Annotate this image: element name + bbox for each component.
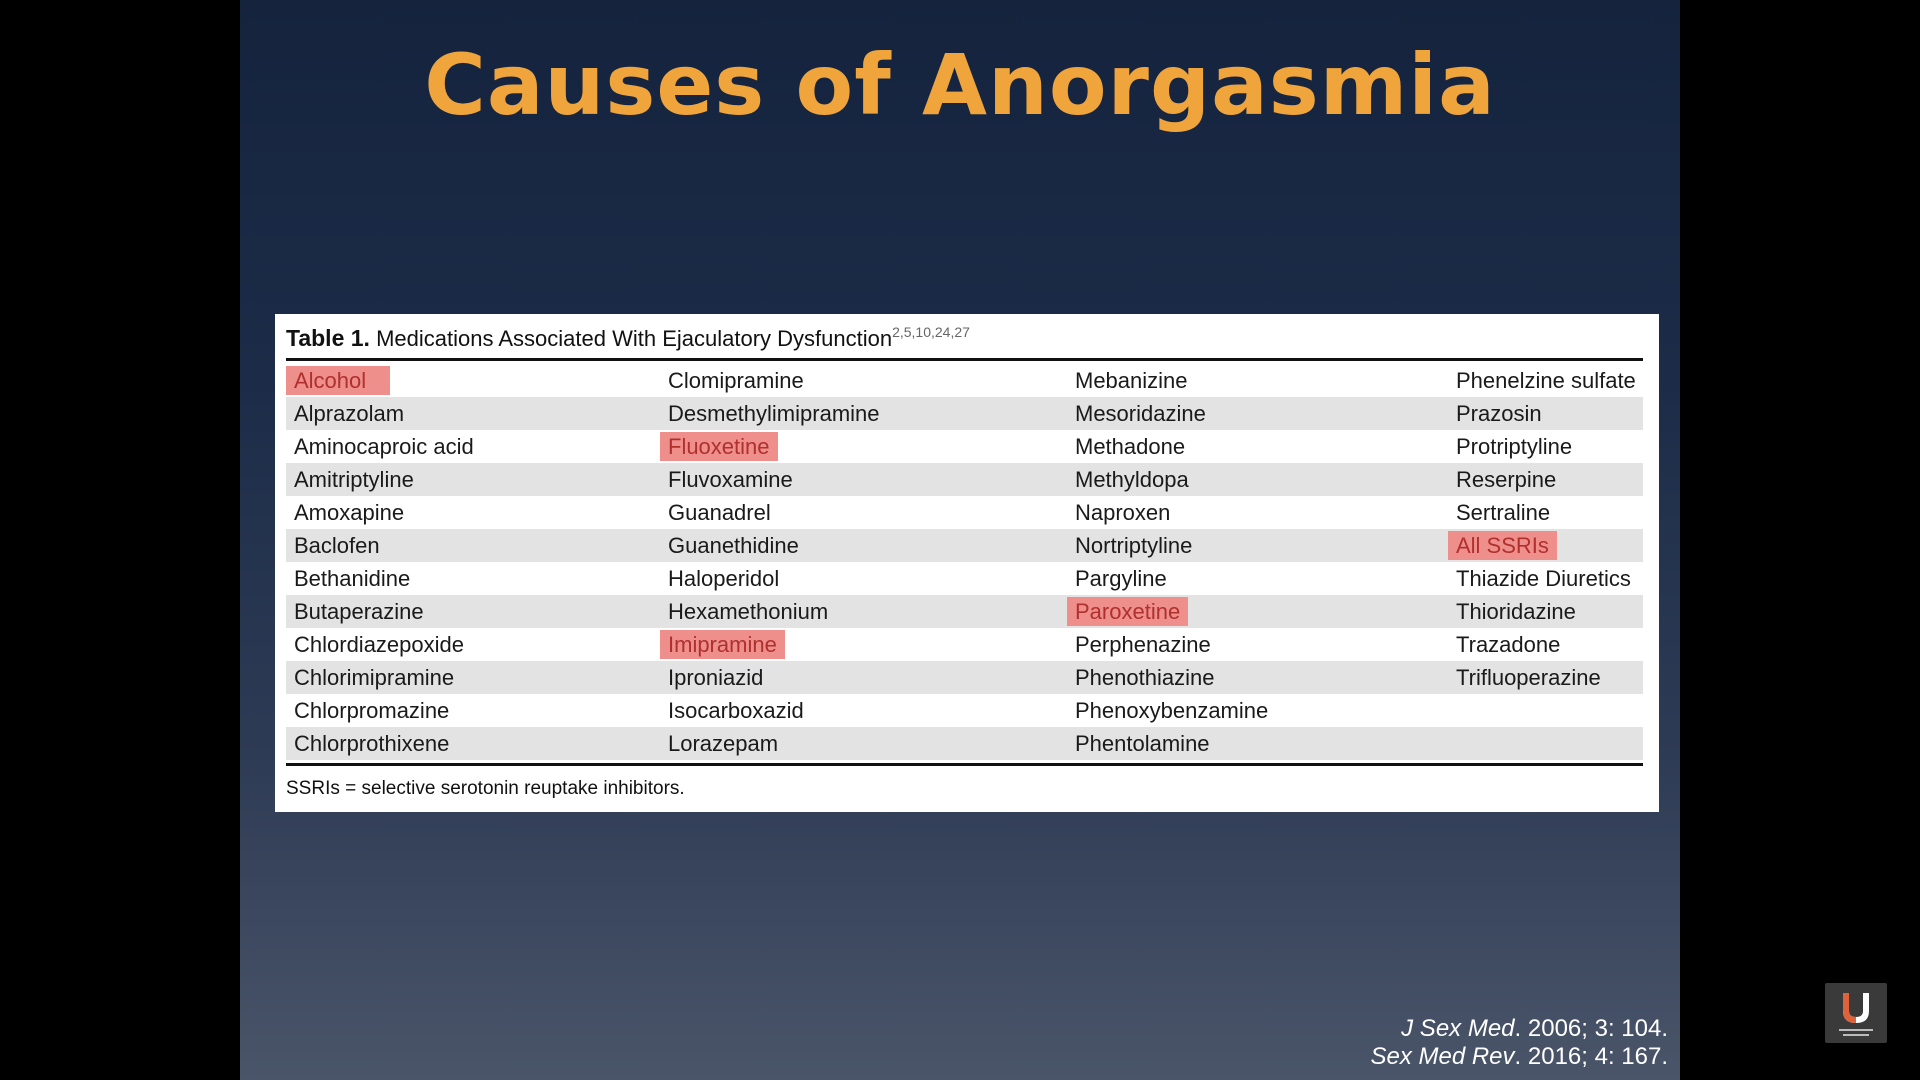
medication-cell xyxy=(1448,364,1644,397)
medication-cell xyxy=(1448,628,1568,661)
medication-cell xyxy=(286,463,438,496)
medication-name: Trifluoperazine xyxy=(1456,665,1601,690)
medication-name: Chlorprothixene xyxy=(294,731,450,756)
reference-details: . 2016; 4: 167. xyxy=(1514,1043,1668,1070)
medication-name: Iproniazid xyxy=(668,665,764,690)
medication-name: Alprazolam xyxy=(294,401,405,426)
medication-cell xyxy=(1448,562,1639,595)
medication-name: Haloperidol xyxy=(668,566,780,591)
medication-cell xyxy=(1448,397,1550,430)
table-row xyxy=(286,430,1643,463)
medication-name: Thiazide Diuretics xyxy=(1456,566,1631,591)
highlighted-medication-cell xyxy=(286,364,390,397)
table-row xyxy=(286,364,1643,397)
medication-cell xyxy=(660,364,812,397)
reference-line xyxy=(1370,1015,1668,1043)
highlighted-medication-cell xyxy=(1067,595,1188,628)
medication-cell xyxy=(660,595,836,628)
medication-name: Protriptyline xyxy=(1456,434,1573,459)
medication-name: Trazadone xyxy=(1456,632,1561,657)
table-caption-text: Medications Associated With Ejaculatory Dysfunction xyxy=(376,326,893,351)
medication-cell xyxy=(1448,727,1464,760)
medication-name: Alcohol xyxy=(286,366,390,395)
medication-name: Guanethidine xyxy=(668,533,799,558)
table-row xyxy=(286,628,1643,661)
medication-cell xyxy=(660,463,801,496)
medication-name: Sertraline xyxy=(1456,500,1551,525)
medication-cell xyxy=(1067,661,1222,694)
medication-cell xyxy=(286,595,448,628)
medication-name: Isocarboxazid xyxy=(668,698,804,723)
table-body xyxy=(286,364,1643,760)
table-row xyxy=(286,397,1643,430)
medication-name: Methadone xyxy=(1075,434,1186,459)
reference-journal: Sex Med Rev xyxy=(1370,1043,1515,1070)
table-bottom-rule xyxy=(286,763,1643,766)
medication-name: All SSRIs xyxy=(1448,531,1557,560)
table-footnote: SSRIs = selective serotonin reuptake inhibitors. xyxy=(286,778,685,799)
medication-name: Phenelzine sulfate xyxy=(1456,368,1636,393)
table-caption xyxy=(286,324,970,352)
medication-cell xyxy=(1448,496,1558,529)
medication-name: Lorazepam xyxy=(668,731,779,756)
table-row xyxy=(286,595,1643,628)
medication-name: Desmethylimipramine xyxy=(668,401,880,426)
medication-cell xyxy=(1067,628,1219,661)
medication-name: Naproxen xyxy=(1075,500,1171,525)
medication-cell xyxy=(286,562,434,595)
highlighted-medication-cell xyxy=(660,430,778,463)
presentation-slide xyxy=(240,0,1680,1080)
medication-name: Mesoridazine xyxy=(1075,401,1206,426)
medication-name: Imipramine xyxy=(660,630,785,659)
medication-name: Chlordiazepoxide xyxy=(294,632,464,657)
medication-cell xyxy=(660,397,888,430)
medication-name: Reserpine xyxy=(1456,467,1557,492)
medication-name: Fluvoxamine xyxy=(668,467,793,492)
medications-table xyxy=(275,314,1659,812)
highlighted-medication-cell xyxy=(660,628,785,661)
medication-name: Amoxapine xyxy=(294,500,405,525)
medication-name: Paroxetine xyxy=(1067,597,1188,626)
medication-cell xyxy=(1067,397,1214,430)
medication-cell xyxy=(1448,595,1584,628)
medication-cell xyxy=(1448,694,1464,727)
medication-cell xyxy=(286,694,473,727)
medication-cell xyxy=(660,529,807,562)
medication-name: Prazosin xyxy=(1456,401,1542,426)
medication-cell xyxy=(1067,727,1218,760)
reference-journal: J Sex Med xyxy=(1401,1015,1515,1042)
medication-cell xyxy=(660,727,786,760)
medication-cell xyxy=(286,628,488,661)
medication-name: Clomipramine xyxy=(668,368,804,393)
medication-cell xyxy=(1448,661,1609,694)
medication-name: Phenothiazine xyxy=(1075,665,1215,690)
medication-name: Baclofen xyxy=(294,533,380,558)
medication-cell xyxy=(660,661,771,694)
medication-name: Methyldopa xyxy=(1075,467,1189,492)
medication-cell xyxy=(286,397,428,430)
slide-title: Causes of Anorgasmia xyxy=(424,36,1496,134)
table-top-rule xyxy=(286,358,1643,361)
medication-cell xyxy=(1067,529,1200,562)
table-caption-refs: 2,5,10,24,27 xyxy=(892,324,970,340)
medication-cell xyxy=(286,496,428,529)
medication-cell xyxy=(1067,694,1276,727)
table-row xyxy=(286,496,1643,529)
table-row xyxy=(286,562,1643,595)
medication-name: Perphenazine xyxy=(1075,632,1211,657)
medication-name: Fluoxetine xyxy=(660,432,778,461)
table-row xyxy=(286,727,1643,760)
medication-name: Phentolamine xyxy=(1075,731,1210,756)
reference-details: . 2006; 3: 104. xyxy=(1514,1015,1668,1042)
medication-name xyxy=(1448,729,1464,758)
table-row xyxy=(286,661,1643,694)
table-row xyxy=(286,529,1643,562)
medication-cell xyxy=(1067,430,1193,463)
medication-name: Guanadrel xyxy=(668,500,771,525)
medication-cell xyxy=(286,727,473,760)
medication-name: Mebanizine xyxy=(1075,368,1188,393)
references xyxy=(1370,1015,1668,1071)
medication-name xyxy=(1448,696,1464,725)
medication-cell xyxy=(1448,463,1564,496)
medication-cell xyxy=(1067,463,1197,496)
medication-cell xyxy=(1448,430,1580,463)
medication-cell xyxy=(660,562,787,595)
medication-name: Phenoxybenzamine xyxy=(1075,698,1269,723)
medication-cell xyxy=(286,430,498,463)
table-row xyxy=(286,694,1643,727)
medication-cell xyxy=(286,529,404,562)
urology-logo-icon xyxy=(1825,983,1887,1043)
reference-line xyxy=(1370,1043,1668,1071)
medication-name: Bethanidine xyxy=(294,566,411,591)
medication-name: Thioridazine xyxy=(1456,599,1576,624)
medication-name: Chlorimipramine xyxy=(294,665,455,690)
medication-name: Pargyline xyxy=(1075,566,1167,591)
medication-cell xyxy=(660,694,812,727)
highlighted-medication-cell xyxy=(1448,529,1557,562)
medication-cell xyxy=(1067,562,1175,595)
medication-cell xyxy=(1067,364,1196,397)
medication-cell xyxy=(286,661,478,694)
table-row xyxy=(286,463,1643,496)
medication-name: Hexamethonium xyxy=(668,599,829,624)
medication-cell xyxy=(1067,496,1178,529)
medication-name: Butaperazine xyxy=(294,599,424,624)
medication-name: Nortriptyline xyxy=(1075,533,1193,558)
medication-name: Amitriptyline xyxy=(294,467,414,492)
medication-name: Aminocaproic acid xyxy=(294,434,474,459)
medication-name: Chlorpromazine xyxy=(294,698,450,723)
table-caption-label: Table 1. xyxy=(286,325,370,351)
medication-cell xyxy=(660,496,779,529)
